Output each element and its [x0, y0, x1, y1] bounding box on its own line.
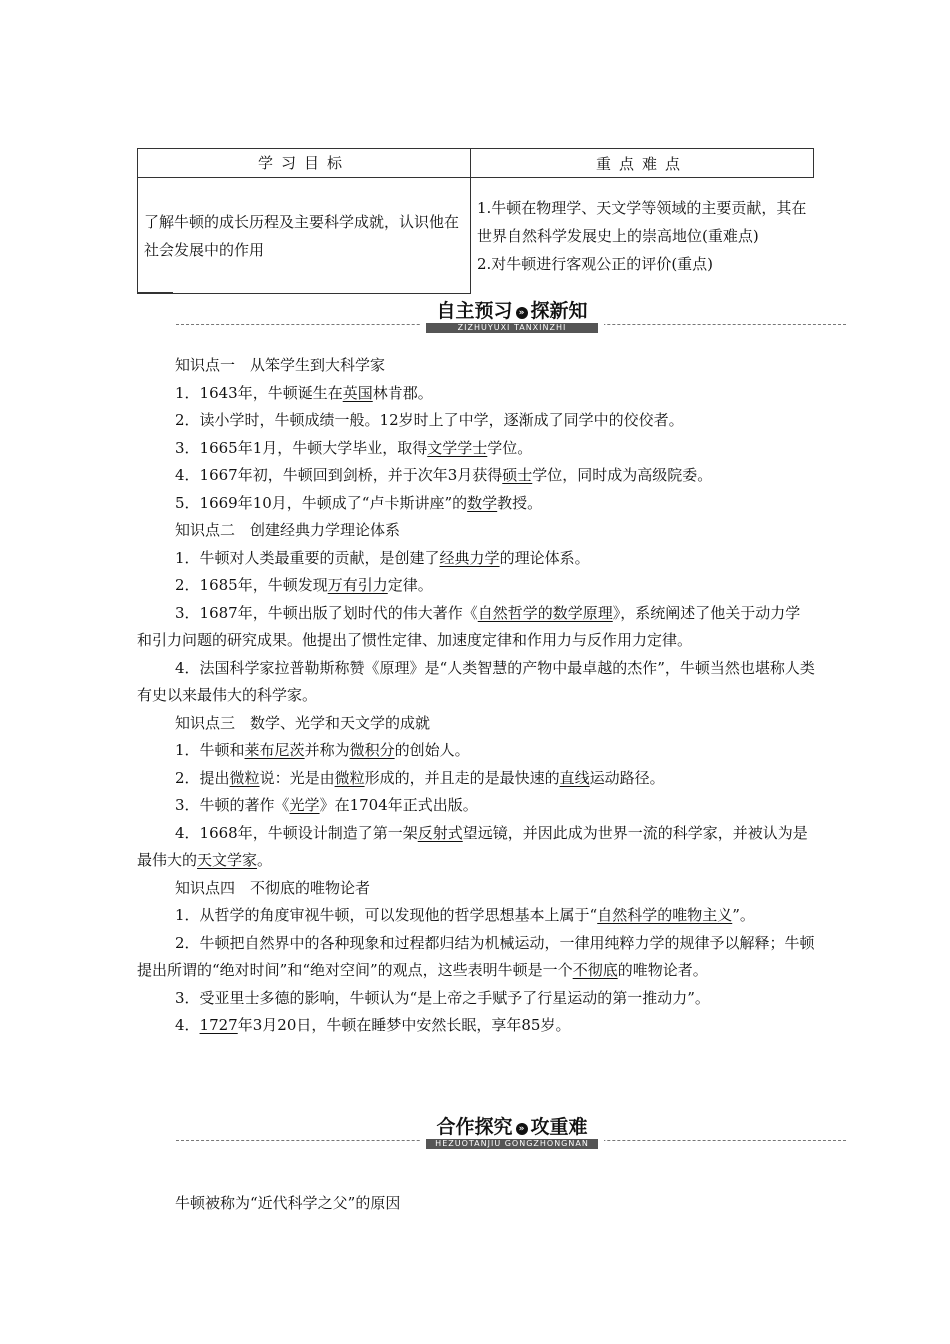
list-item: 4．1668年，牛顿设计制造了第一架反射式望远镜，并因此成为世界一流的科学家，并被认为是最伟大的天文学家。	[137, 823, 808, 869]
answer-blank: 英国	[342, 383, 373, 402]
list-item: 2．1685年，牛顿发现万有引力定律。	[175, 576, 433, 594]
list-item: 3．1687年，牛顿出版了划时代的伟大著作《自然哲学的数学原理》，系统阐述了他关于动力学和引力问题的研究成果。他提出了惯性定律、加速度定律和作用力与反作用力定律。	[137, 603, 801, 649]
list-item: 2．牛顿把自然界中的各种现象和过程都归结为机械运动，一律用纯粹力学的规律予以解释；牛顿提出所谓的“绝对时间”和“绝对空间”的观点，这些表明牛顿是一个不彻底的唯物论者。	[137, 933, 815, 979]
answer-blank: 莱布尼茨	[244, 741, 305, 759]
answer-blank: 天文学家	[197, 851, 258, 869]
list-item: 2．提出微粒说：光是由微粒形成的，并且走的是最快速的直线运动路径。	[175, 768, 665, 787]
answer-blank: 硕士	[502, 466, 533, 484]
banner-title-right: 攻重难	[530, 1116, 588, 1138]
double-arrow-icon: »	[516, 1123, 528, 1135]
answer-blank: 直线	[559, 768, 590, 787]
answer-blank: 微积分	[349, 741, 395, 759]
list-item: 1．牛顿对人类最重要的贡献，是创建了经典力学的理论体系。	[175, 548, 590, 567]
banner-cooperate	[176, 1116, 846, 1150]
section-heading: 知识点一 从笨学生到大科学家	[175, 356, 386, 374]
answer-blank: 不彻底	[572, 961, 618, 979]
banner-title-left: 合作探究	[436, 1116, 513, 1138]
banner-subtitle: ZIZHUYUXI TANXINZHI	[426, 323, 598, 333]
key-point-1: 1.牛顿在物理学、天文学等领域的主要贡献，其在世界自然科学发展史上的崇高地位(重难点)	[477, 198, 807, 245]
list-item: 2．读小学时，牛顿成绩一般。12岁时上了中学，逐渐成了同学中的佼佼者。	[175, 411, 684, 429]
answer-blank: 微粒	[229, 768, 260, 787]
banner-subtitle: HEZUOTANJIU GONGZHONGNAN	[426, 1139, 598, 1149]
list-item: 1．1643年，牛顿诞生在英国林肯郡。	[175, 383, 433, 402]
key-points	[471, 178, 814, 294]
section-heading: 知识点三 数学、光学和天文学的成就	[175, 713, 431, 732]
list-item: 4．法国科学家拉普勒斯称赞《原理》是“人类智慧的产物中最卓越的杰作”，牛顿当然也堪称人类有史以来最伟大的科学家。	[137, 658, 815, 704]
answer-blank: 自然哲学的数学原理	[477, 603, 613, 622]
table-underbar	[137, 292, 173, 293]
list-item: 5．1669年10月，牛顿成了“卢卡斯讲座”的数学教授。	[175, 493, 543, 512]
answer-blank: 文学学士	[427, 438, 488, 457]
answer-blank: 光学	[289, 796, 320, 814]
answer-blank: 数学	[467, 493, 498, 512]
list-item: 1．从哲学的角度审视牛顿，可以发现他的哲学思想基本上属于“自然科学的唯物主义”。	[175, 906, 755, 924]
answer-blank: 微粒	[334, 768, 365, 787]
topic-line: 牛顿被称为“近代科学之父”的原因	[175, 1194, 401, 1212]
objectives-table	[137, 148, 814, 294]
header-key: 重点难点	[471, 149, 814, 178]
key-point-2: 2.对牛顿进行客观公正的评价(重点)	[477, 254, 714, 273]
list-item: 4．1667年初，牛顿回到剑桥，并于次年3月获得硕士学位，同时成为高级院委。	[175, 466, 713, 484]
banner-title-left: 自主预习	[436, 300, 513, 322]
list-item: 3．1665年1月，牛顿大学毕业，取得文学学士学位。	[175, 438, 533, 457]
goal-text: 了解牛顿的成长历程及主要科学成就，认识他在社会发展中的作用	[138, 178, 471, 294]
section-heading: 知识点四 不彻底的唯物论者	[175, 878, 371, 897]
double-arrow-icon: »	[516, 307, 528, 319]
list-item: 4．1727年3月20日，牛顿在睡梦中安然长眠，享年85岁。	[175, 1016, 571, 1034]
answer-blank: 万有引力	[327, 576, 388, 594]
answer-blank: 经典力学	[439, 548, 500, 567]
answer-blank: 自然科学的唯物主义	[597, 906, 733, 924]
list-item: 1．牛顿和莱布尼茨并称为微积分的创始人。	[175, 741, 470, 759]
header-goal: 学习目标	[138, 149, 471, 178]
main-content	[137, 352, 815, 1040]
banner-preview	[176, 300, 846, 334]
list-item: 3．牛顿的著作《光学》在1704年正式出版。	[175, 796, 478, 814]
answer-blank: 1727	[199, 1016, 238, 1034]
list-item: 3．受亚里士多德的影响，牛顿认为“是上帝之手赋予了行星运动的第一推动力”。	[175, 988, 710, 1007]
banner-title-right: 探新知	[530, 300, 588, 322]
section-heading: 知识点二 创建经典力学理论体系	[175, 521, 401, 539]
answer-blank: 反射式	[417, 823, 463, 842]
